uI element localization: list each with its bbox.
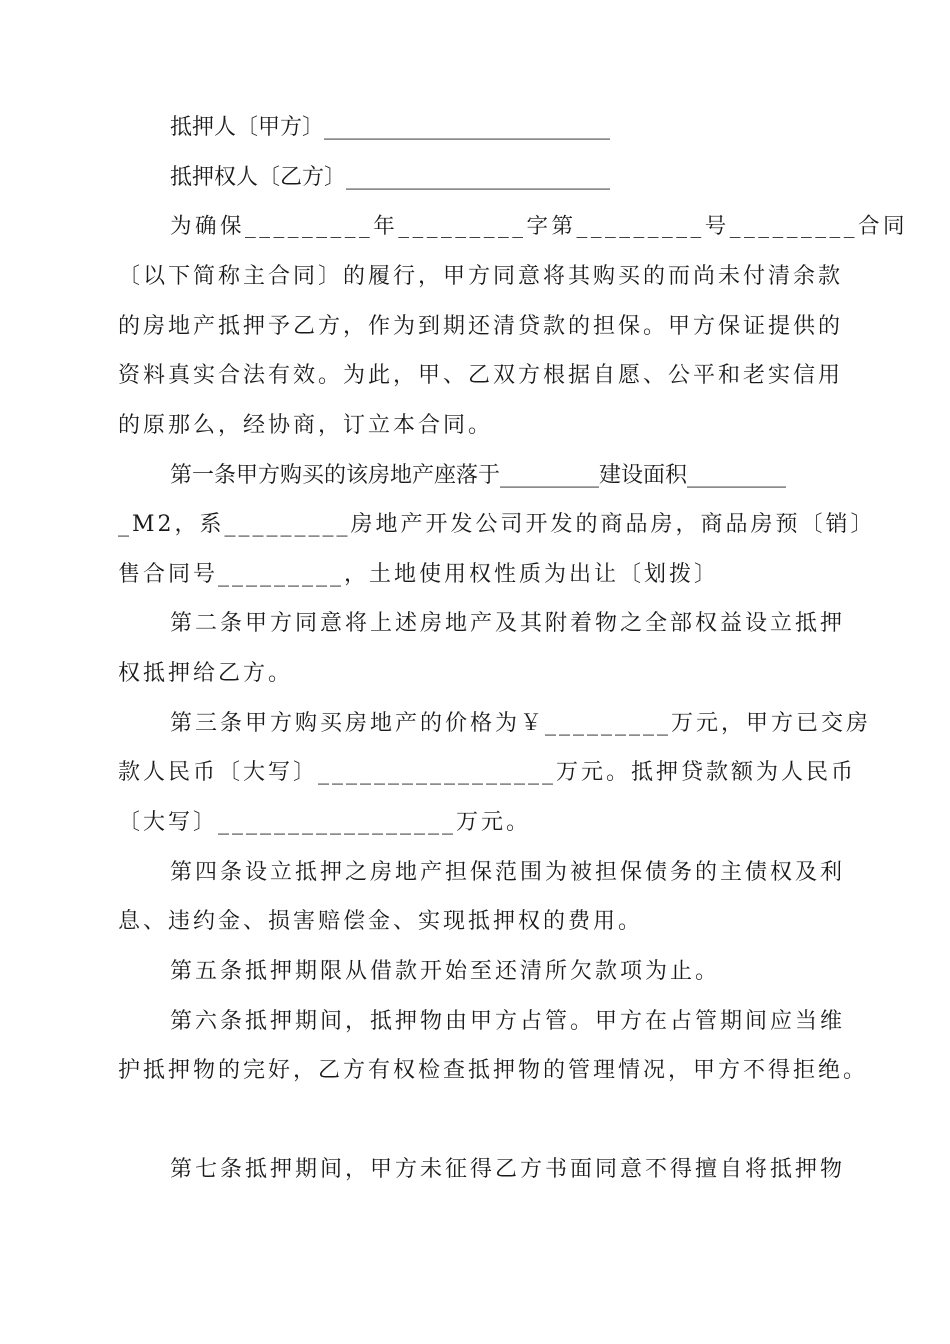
article-1-line-3: 售合同号_________，土地使用权性质为出让〔划拨〕 bbox=[118, 562, 720, 587]
preamble-line-2: 〔以下简称主合同〕的履行，甲方同意将其购买的而尚未付清余款 bbox=[118, 264, 844, 289]
article-7-line-1: 第七条抵押期间，甲方未征得乙方书面同意不得擅自将抵押物 bbox=[170, 1157, 846, 1182]
article-4-line-2: 息、违约金、损害赔偿金、实现抵押权的费用。 bbox=[118, 909, 644, 934]
article-2-line-2: 权抵押给乙方。 bbox=[118, 661, 294, 686]
mortgagee-line: 抵押权人〔乙方〕________________________ bbox=[170, 165, 611, 190]
article-6-line-1: 第六条抵押期间，抵押物由甲方占管。甲方在占管期间应当维 bbox=[170, 1009, 846, 1034]
article-2-line-1: 第二条甲方同意将上述房地产及其附着物之全部权益设立抵押 bbox=[170, 611, 846, 636]
article-5-line: 第五条抵押期限从借款开始至还清所欠款项为止。 bbox=[170, 959, 721, 984]
article-3-line-3: 〔大写〕_________________万元。 bbox=[118, 810, 532, 835]
preamble-line-4: 资料真实合法有效。为此，甲、乙双方根据自愿、公平和老实信用 bbox=[118, 363, 844, 388]
mortgagor-line: 抵押人〔甲方〕__________________________ bbox=[170, 115, 611, 140]
preamble-line-3: 的房地产抵押予乙方，作为到期还清贷款的担保。甲方保证提供的 bbox=[118, 314, 844, 339]
article-1-line-1: 第一条甲方购买的该房地产座落于_________建设面积_________ bbox=[170, 463, 787, 488]
article-1-line-2: _M2，系_________房地产开发公司开发的商品房，商品房预〔销〕 bbox=[118, 512, 876, 537]
article-3-line-1: 第三条甲方购买房地产的价格为￥_________万元，甲方已交房 bbox=[170, 711, 872, 736]
preamble-line-1: 为确保_________年_________字第_________号_________合同 bbox=[170, 214, 909, 239]
article-3-line-2: 款人民币〔大写〕_________________万元。抵押贷款额为人民币 bbox=[118, 760, 857, 785]
article-4-line-1: 第四条设立抵押之房地产担保范围为被担保债务的主债权及利 bbox=[170, 860, 846, 885]
preamble-line-5: 的原那么，经协商，订立本合同。 bbox=[118, 413, 494, 438]
article-6-line-2: 护抵押物的完好，乙方有权检查抵押物的管理情况，甲方不得拒绝。 bbox=[118, 1058, 869, 1083]
